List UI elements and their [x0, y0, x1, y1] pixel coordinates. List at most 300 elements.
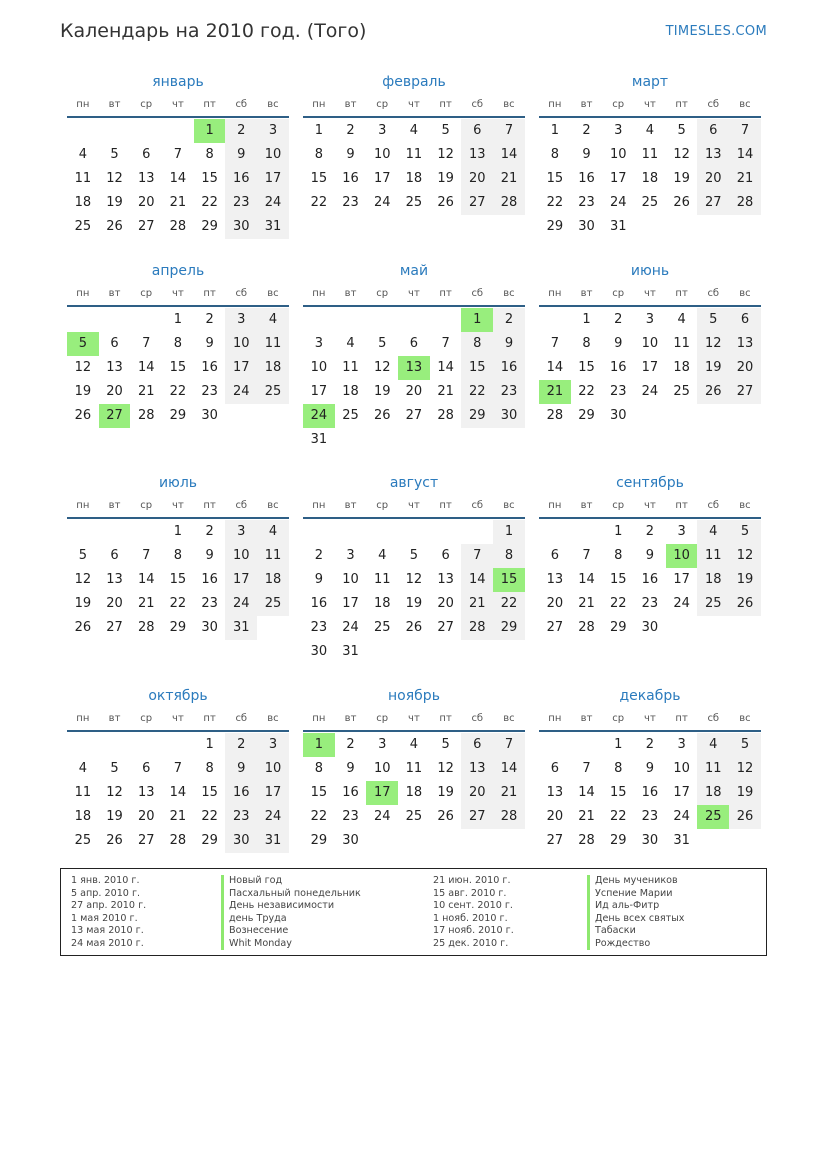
day-cell: 26 [106, 833, 123, 848]
month-1 [67, 72, 289, 239]
legend-holiday-name: Вознесение [221, 925, 361, 938]
day-cell: 27 [405, 408, 423, 423]
day-cell: 29 [201, 219, 218, 234]
day-cell: 7 [493, 733, 525, 757]
legend-date: 13 мая 2010 г. [71, 925, 144, 936]
day-cell: 12 [729, 757, 761, 781]
day-cell: 30 [609, 408, 627, 423]
day-cell: 21 [169, 809, 187, 824]
weekday-label: сб [707, 288, 720, 299]
day-cell: 30 [201, 408, 218, 423]
weekday-label: вс [503, 288, 515, 299]
weekday-label: вт [108, 713, 121, 724]
empty-cell [162, 119, 194, 143]
empty-cell [539, 308, 571, 332]
day-cell: 23 [201, 384, 218, 399]
day-cell: 26 [729, 592, 761, 616]
day-cell: 6 [550, 548, 559, 563]
month-name: февраль [382, 74, 446, 90]
legend-dates-left [71, 875, 146, 950]
day-cell: 1 [314, 123, 323, 138]
day-cell: 16 [493, 356, 525, 380]
day-cell: 24 [225, 592, 257, 616]
day-cell: 28 [578, 833, 595, 848]
weekday-header [303, 281, 525, 307]
day-cell: 18 [697, 781, 729, 805]
day-cell: 9 [346, 147, 355, 162]
day-cell: 23 [342, 195, 359, 210]
day-cell: 30 [201, 620, 218, 635]
legend-holiday-name: День всех святых [587, 913, 684, 926]
day-cell: 14 [461, 568, 493, 592]
day-cell: 7 [173, 147, 183, 162]
weekday-label: чт [408, 500, 420, 511]
holiday-day-cell: 1 [461, 308, 493, 332]
weekday-label: пт [439, 500, 452, 511]
day-cell: 20 [106, 596, 123, 611]
legend-date: 1 нояб. 2010 г. [433, 912, 508, 924]
day-cell: 9 [645, 548, 655, 563]
day-cell: 2 [582, 123, 591, 138]
day-cell: 26 [697, 380, 729, 404]
weekday-label: ср [376, 288, 389, 299]
day-cell: 24 [673, 809, 690, 824]
day-cell: 8 [205, 147, 214, 162]
empty-cell [430, 308, 462, 332]
day-cell: 6 [461, 733, 493, 757]
weekday-label: чт [644, 99, 656, 110]
day-cell: 5 [697, 308, 729, 332]
day-cell: 21 [578, 596, 595, 611]
day-cell: 14 [546, 360, 564, 375]
day-cell: 15 [201, 785, 218, 800]
weekday-label: сб [471, 500, 484, 511]
day-cell: 17 [609, 171, 627, 186]
empty-cell [366, 308, 398, 332]
month-name: январь [152, 74, 204, 90]
day-cell: 19 [405, 596, 423, 611]
day-cell: 7 [493, 119, 525, 143]
day-cell: 8 [550, 147, 559, 162]
month-11 [303, 686, 525, 853]
weekday-label: пт [439, 713, 452, 724]
day-cell: 3 [677, 737, 686, 752]
day-cell: 17 [342, 596, 359, 611]
day-cell: 21 [169, 195, 187, 210]
day-cell: 5 [110, 761, 119, 776]
holiday-day-cell: 1 [194, 119, 226, 143]
day-cell: 9 [614, 336, 623, 351]
month-name: май [399, 263, 429, 279]
month-6 [539, 261, 761, 428]
day-cell: 31 [609, 219, 627, 234]
day-cell: 19 [729, 781, 761, 805]
day-cell: 15 [461, 356, 493, 380]
day-cell: 4 [257, 520, 289, 544]
days-grid [303, 733, 525, 853]
day-cell: 16 [310, 596, 328, 611]
day-cell: 28 [578, 620, 595, 635]
day-cell: 22 [461, 380, 493, 404]
day-cell: 29 [169, 620, 187, 635]
empty-cell [571, 733, 603, 757]
day-cell: 29 [609, 833, 627, 848]
day-cell: 10 [257, 757, 289, 781]
empty-cell [99, 733, 131, 757]
day-cell: 26 [405, 620, 423, 635]
day-cell: 13 [106, 572, 123, 587]
day-cell: 17 [641, 360, 659, 375]
day-cell: 11 [74, 785, 92, 800]
day-cell: 4 [645, 123, 655, 138]
day-cell: 2 [205, 524, 214, 539]
day-cell: 10 [373, 761, 391, 776]
day-cell: 18 [342, 384, 359, 399]
day-cell: 10 [673, 761, 690, 776]
weekday-label: ср [140, 500, 153, 511]
empty-cell [366, 520, 398, 544]
day-cell: 23 [225, 191, 257, 215]
day-cell: 27 [137, 833, 155, 848]
day-cell: 4 [257, 308, 289, 332]
legend-date: 27 апр. 2010 г. [71, 900, 147, 911]
weekday-label: ср [612, 99, 625, 110]
weekday-label: ср [140, 713, 153, 724]
legend-date: 17 нояб. 2010 г. [433, 925, 514, 936]
day-cell: 1 [582, 312, 591, 327]
day-cell: 11 [257, 544, 289, 568]
day-cell: 2 [225, 119, 257, 143]
weekday-label: вт [344, 99, 357, 110]
day-cell: 15 [310, 785, 328, 800]
day-cell: 5 [110, 147, 119, 162]
day-cell: 25 [373, 620, 391, 635]
day-cell: 12 [74, 572, 92, 587]
empty-cell [99, 308, 131, 332]
day-cell: 7 [173, 761, 183, 776]
holiday-day-cell: 10 [666, 544, 698, 568]
weekday-label: вт [580, 500, 593, 511]
day-cell: 4 [378, 548, 387, 563]
weekday-label: пт [439, 99, 452, 110]
weekday-header [67, 706, 289, 732]
day-cell: 2 [205, 312, 214, 327]
day-cell: 3 [257, 733, 289, 757]
day-cell: 30 [225, 215, 257, 239]
weekday-header [303, 493, 525, 519]
month-name: март [631, 74, 669, 90]
day-cell: 23 [609, 384, 627, 399]
weekday-label: вт [108, 99, 121, 110]
day-cell: 28 [729, 191, 761, 215]
day-cell: 6 [729, 308, 761, 332]
weekday-label: чт [644, 713, 656, 724]
day-cell: 10 [225, 332, 257, 356]
days-grid [539, 733, 761, 853]
day-cell: 5 [677, 123, 686, 138]
day-cell: 4 [78, 147, 87, 162]
day-cell: 17 [373, 171, 391, 186]
day-cell: 9 [225, 143, 257, 167]
day-cell: 10 [310, 360, 328, 375]
holiday-day-cell: 27 [99, 404, 131, 428]
day-cell: 9 [314, 572, 323, 587]
day-cell: 5 [78, 548, 87, 563]
day-cell: 29 [461, 404, 493, 428]
empty-cell [130, 119, 162, 143]
day-cell: 16 [225, 781, 257, 805]
day-cell: 16 [578, 171, 595, 186]
day-cell: 1 [205, 737, 214, 752]
day-cell: 20 [137, 809, 155, 824]
day-cell: 21 [137, 596, 155, 611]
weekday-label: пн [76, 500, 90, 511]
day-cell: 26 [373, 408, 391, 423]
day-cell: 3 [378, 123, 387, 138]
day-cell: 28 [437, 408, 454, 423]
legend-date: 10 сент. 2010 г. [433, 900, 513, 911]
day-cell: 13 [729, 332, 761, 356]
day-cell: 16 [225, 167, 257, 191]
day-cell: 2 [346, 123, 355, 138]
weekday-header [539, 493, 761, 519]
empty-cell [539, 520, 571, 544]
month-8 [303, 473, 525, 664]
day-cell: 14 [169, 785, 187, 800]
weekday-label: пт [675, 288, 688, 299]
holiday-day-cell: 21 [539, 380, 571, 404]
day-cell: 1 [614, 524, 623, 539]
empty-cell [130, 733, 162, 757]
day-cell: 15 [169, 572, 187, 587]
day-cell: 21 [729, 167, 761, 191]
day-cell: 10 [257, 143, 289, 167]
day-cell: 29 [609, 620, 627, 635]
day-cell: 14 [437, 360, 454, 375]
day-cell: 16 [201, 360, 218, 375]
day-cell: 5 [441, 737, 450, 752]
day-cell: 9 [205, 336, 214, 351]
day-cell: 13 [546, 785, 564, 800]
day-cell: 19 [373, 384, 391, 399]
day-cell: 11 [405, 761, 423, 776]
empty-cell [303, 520, 335, 544]
weekday-label: ср [376, 713, 389, 724]
day-cell: 12 [405, 572, 423, 587]
weekday-label: сб [235, 713, 248, 724]
day-cell: 17 [673, 785, 690, 800]
day-cell: 14 [137, 572, 155, 587]
legend-date: 1 янв. 2010 г. [71, 875, 140, 886]
day-cell: 8 [614, 761, 623, 776]
day-cell: 6 [110, 548, 119, 563]
day-cell: 19 [74, 384, 92, 399]
day-cell: 7 [582, 761, 591, 776]
day-cell: 18 [405, 785, 423, 800]
day-cell: 20 [437, 596, 454, 611]
day-cell: 13 [546, 572, 564, 587]
day-cell: 23 [578, 195, 595, 210]
day-cell: 2 [225, 733, 257, 757]
empty-cell [162, 733, 194, 757]
day-cell: 12 [106, 785, 123, 800]
day-cell: 11 [697, 544, 729, 568]
day-cell: 24 [609, 195, 627, 210]
day-cell: 8 [614, 548, 623, 563]
legend-holiday-name: День мучеников [587, 875, 684, 888]
days-grid [303, 520, 525, 664]
day-cell: 31 [257, 829, 289, 853]
day-cell: 24 [641, 384, 659, 399]
day-cell: 18 [697, 568, 729, 592]
legend-date: 5 апр. 2010 г. [71, 887, 141, 899]
day-cell: 4 [697, 733, 729, 757]
day-cell: 29 [578, 408, 595, 423]
day-cell: 24 [373, 195, 391, 210]
weekday-label: пт [203, 99, 216, 110]
day-cell: 13 [137, 785, 155, 800]
day-cell: 9 [225, 757, 257, 781]
day-cell: 16 [641, 572, 659, 587]
weekday-label: пн [76, 288, 90, 299]
empty-cell [67, 119, 99, 143]
day-cell: 7 [461, 544, 493, 568]
weekday-label: чт [172, 288, 184, 299]
day-cell: 9 [582, 147, 591, 162]
day-cell: 3 [645, 312, 655, 327]
month-3 [539, 72, 761, 239]
day-cell: 22 [201, 195, 218, 210]
day-cell: 24 [373, 809, 391, 824]
weekday-label: пн [76, 99, 90, 110]
month-name: июнь [630, 263, 670, 279]
day-cell: 25 [257, 380, 289, 404]
day-cell: 8 [582, 336, 591, 351]
day-cell: 30 [225, 829, 257, 853]
weekday-label: пн [76, 713, 90, 724]
day-cell: 23 [493, 380, 525, 404]
day-cell: 4 [409, 737, 419, 752]
holiday-day-cell: 17 [366, 781, 398, 805]
day-cell: 25 [257, 592, 289, 616]
day-cell: 7 [441, 336, 450, 351]
empty-cell [99, 520, 131, 544]
legend-holiday-name: Успение Марии [587, 888, 684, 901]
weekday-label: ср [612, 713, 625, 724]
day-cell: 10 [641, 336, 659, 351]
weekday-header [303, 92, 525, 118]
day-cell: 11 [74, 171, 92, 186]
day-cell: 18 [405, 171, 423, 186]
day-cell: 12 [106, 171, 123, 186]
day-cell: 24 [257, 191, 289, 215]
day-cell: 14 [493, 757, 525, 781]
day-cell: 11 [673, 336, 690, 351]
day-cell: 22 [609, 809, 627, 824]
day-cell: 17 [310, 384, 328, 399]
day-cell: 29 [546, 219, 564, 234]
day-cell: 19 [729, 568, 761, 592]
day-cell: 22 [169, 384, 187, 399]
day-cell: 31 [673, 833, 690, 848]
weekday-label: пн [312, 99, 326, 110]
day-cell: 11 [641, 147, 659, 162]
weekday-label: ср [612, 500, 625, 511]
day-cell: 28 [169, 833, 187, 848]
day-cell: 11 [257, 332, 289, 356]
day-cell: 4 [78, 761, 87, 776]
day-cell: 1 [614, 737, 623, 752]
day-cell: 26 [673, 195, 690, 210]
day-cell: 2 [645, 737, 655, 752]
day-cell: 19 [437, 785, 454, 800]
weekday-label: пт [203, 288, 216, 299]
day-cell: 25 [74, 219, 92, 234]
day-cell: 22 [310, 195, 328, 210]
day-cell: 20 [405, 384, 423, 399]
day-cell: 21 [437, 384, 454, 399]
day-cell: 24 [342, 620, 359, 635]
day-cell: 15 [310, 171, 328, 186]
weekday-label: пн [548, 288, 562, 299]
day-cell: 30 [342, 833, 359, 848]
day-cell: 13 [461, 143, 493, 167]
day-cell: 31 [310, 432, 328, 447]
empty-cell [398, 308, 430, 332]
day-cell: 23 [201, 596, 218, 611]
day-cell: 20 [697, 167, 729, 191]
day-cell: 2 [314, 548, 323, 563]
brand-link[interactable]: TIMESLES.COM [665, 24, 767, 39]
day-cell: 28 [461, 616, 493, 640]
day-cell: 10 [373, 147, 391, 162]
day-cell: 15 [201, 171, 218, 186]
day-cell: 28 [137, 408, 155, 423]
weekday-label: пт [439, 288, 452, 299]
day-cell: 20 [461, 781, 493, 805]
day-cell: 30 [310, 644, 328, 659]
day-cell: 31 [257, 215, 289, 239]
day-cell: 1 [550, 123, 559, 138]
day-cell: 30 [493, 404, 525, 428]
weekday-label: сб [235, 500, 248, 511]
day-cell: 8 [314, 147, 323, 162]
legend-date: 25 дек. 2010 г. [433, 937, 509, 949]
day-cell: 1 [173, 524, 183, 539]
weekday-label: вс [267, 713, 279, 724]
day-cell: 9 [645, 761, 655, 776]
legend-date: 24 мая 2010 г. [71, 937, 144, 949]
day-cell: 14 [137, 360, 155, 375]
day-cell: 8 [493, 544, 525, 568]
weekday-label: сб [707, 99, 720, 110]
day-cell: 6 [697, 119, 729, 143]
day-cell: 2 [493, 308, 525, 332]
day-cell: 22 [546, 195, 564, 210]
weekday-label: вт [344, 713, 357, 724]
day-cell: 15 [169, 360, 187, 375]
weekday-label: ср [140, 99, 153, 110]
day-cell: 9 [346, 761, 355, 776]
weekday-label: пт [203, 500, 216, 511]
day-cell: 27 [546, 833, 564, 848]
day-cell: 8 [205, 761, 214, 776]
day-cell: 16 [201, 572, 218, 587]
holiday-day-cell: 24 [303, 404, 335, 428]
weekday-label: сб [471, 713, 484, 724]
days-grid [67, 520, 289, 640]
weekday-header [539, 92, 761, 118]
